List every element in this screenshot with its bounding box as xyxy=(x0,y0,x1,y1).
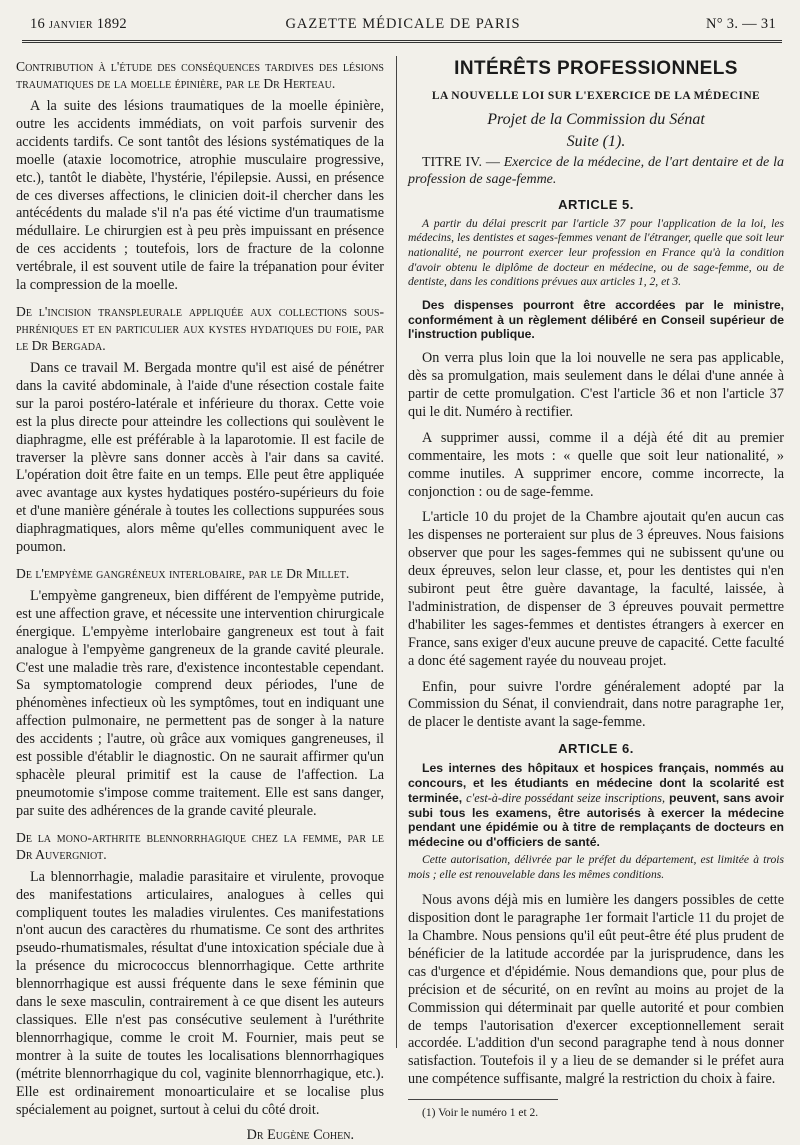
article-heading-bergada: De l'incision transpleurale appliquée aux collections sous-phréniques et en particulier aux kystes hydatiques du foie, par le Dr Bergada. xyxy=(16,303,384,353)
issue-date: 16 janvier 1892 xyxy=(30,16,127,32)
article-5-bold: Des dispenses pourront être accordées par le ministre, conformément à un règlement délibéré en Conseil supérieur de l'instruction publique. xyxy=(408,297,784,342)
article-heading-millet: De l'empyème gangréneux interlobaire, par le Dr Millet. xyxy=(16,565,350,581)
issue-page-number: N° 3. — 31 xyxy=(705,16,776,32)
titre-label: TITRE IV. — xyxy=(422,154,500,170)
footnote: (1) Voir le numéro 1 et 2. xyxy=(422,1107,539,1120)
commentary-paragraph: Enfin, pour suivre l'ordre généralement adopté par la Commission du Sénat, il conviendrait, dans notre paragraphe 1er, de placer le dentiste avant la sage-femme. xyxy=(408,678,784,731)
article-6-heading: ARTICLE 6. xyxy=(558,741,634,757)
titre-text: Exercice de la médecine, de l'art dentaire et de la profession de sage-femme. xyxy=(408,154,785,187)
paragraph-millet: L'empyème gangreneux, bien différent de l'empyème putride, est une affection grave, et nécessite une intervention chirurgicale énergique. L'empyème interlobaire gangreneux est tout à fait analogue à l'empyème gangreneux de la grande cavité pleurale. C'est une maladie très rare, d'existence incontestable cependant. Sa symptomatologie comprend deux périodes, l'une de phénomènes infectieux où les symptômes, tout en indiquant une affection pulmonaire, ne permettent pas de songer à la nature des accidents ; l'autre, où grâce aux vomiques gangreneuses, il est possible d'établir le diagnostic. On ne saurait affirmer qu'un sphacèle pleural primitif est la cause de l'affection. La pneumotomie s'impose comme traitement. Elle est sans danger, par suite des adhérences de la grande cavité pleurale. xyxy=(16,587,384,819)
law-subtitle: LA NOUVELLE LOI SUR L'EXERCICE DE LA MÉDECINE xyxy=(431,90,761,102)
commentary-paragraph: A supprimer aussi, comme il a déjà été dit au premier commentaire, les mots : « quelle que soit leur nationalité, » comme inutiles. A supprimer encore, comme incorrecte, la conjonction : ou de sage-femme. xyxy=(408,429,784,500)
article-6-bold-2: peuvent, sans avoir subi tous les examens, être autorisés à exercer la médecine pendant une épidémie ou à titre de remplaçants de docteurs en médecine ou d'officiers de santé. xyxy=(408,790,784,850)
paragraph-auvergniot: La blennorrhagie, maladie parasitaire et virulente, provoque des manifestations articulaires, analogues à celles qui compliquent toutes les maladies virulentes. Ces manifestations n'ont aucun des caractères du rhumatisme. Ce sont des arthrites pseudo-rhumatismales, résultat d'une intoxication spéciale due à la présence du micrococcus blennorrhagique. Cette arthrite blennorrhagique est aussi fréquente dans le sexe féminin que dans le sexe masculin, contrairement à ce que disent les auteurs classiques. Elle n'est pas consécutive seulement à l'uréthrite blennorrhagique, comme le croit M. Fournier, mais peut se montrer à la suite de toutes les localisations blennorrhagiques (métrite blennorrhagique du col, vaginite blennorrhagique, etc.). Elle est ordinairement monoarticulaire et se localise plus spécialement au poignet, surtout à celui du côté droit. xyxy=(16,868,384,1118)
column-divider xyxy=(396,56,397,1048)
journal-title: GAZETTE MÉDICALE DE PARIS xyxy=(285,16,521,32)
running-head xyxy=(30,16,776,38)
article-heading-herteau: Contribution à l'étude des conséquences tardives des lésions traumatiques de la moelle épinière, par le Dr Herteau. xyxy=(16,59,384,91)
signature: Dr Eugène Cohen. xyxy=(246,1127,354,1144)
article-6-italic-2: Cette autorisation, délivrée par le préfet du département, est limitée à trois mois ; elle est renouvelable dans les mêmes conditions. xyxy=(408,852,784,881)
suite-note: Suite (1). xyxy=(566,132,626,150)
project-title: Projet de la Commission du Sénat xyxy=(487,110,705,128)
commentary-paragraph: Nous avons déjà mis en lumière les dangers possibles de cette disposition dont le paragraphe 1er formait l'article 11 du projet de la Chambre. Nous pensions qu'il eût peut-être été plus prudent de bénéficier de la latitude accordée par la jurisprudence, dans les cas d'urgence et d'épidémie. Nous demandions que, pour plus de précision et de sécurité, on en revînt au moins au projet de la Commission qui déterminait par quelle autorité et pour combien de temps l'autorisation d'exercer exceptionnellement serait accordée. L'addition d'un second paragraphe tend à nous donner satisfaction. Toutefois il y a lieu de se demander si le préfet aura une compétence suffisante, malgré la restriction du choix à faire. xyxy=(408,892,784,1088)
right-column xyxy=(408,58,784,1128)
article-6-italic-1: c'est-à-dire possédant seize inscriptions, xyxy=(466,790,666,805)
article-6-text xyxy=(408,761,784,850)
section-title: INTÉRÊTS PROFESSIONNELS xyxy=(454,58,738,79)
paragraph-herteau: A la suite des lésions traumatiques de la moelle épinière, outre les accidents immédiats, on voit parfois survenir des accidents tardifs. Ce sont tantôt des lésions systématiques de la moelle (ataxie locomotrice, atrophie musculaire progressive, etc.), tantôt le diabète, l'hystérie, l'épilepsie. Aussi, en présence de ces diverses affections, le clinicien doit-il chercher dans les antécédents du malade s'il n'a pas été victime d'un traumatisme médullaire. Le chirurgien est à peu près impuissant en présence de ces accidents ; toutefois, lors de fracture de la colonne vertébrale, il est souvent utile de faire la trépanation pour éviter la compression de la moelle. xyxy=(16,98,384,294)
commentary-paragraph: L'article 10 du projet de la Chambre ajoutait qu'en aucun cas les dispenses ne porteraient sur plus de 3 épreuves. Nous faisions observer que pour les sages-femmes qui ne subissent qu'une ou deux épreuves, selon leur classe, et, pour les dentistes qui n'en subiront peut être guère davantage, la faculté, laissée, à l'administration, de dispenser de 3 épreuves pouvait permettre d'habiliter les sages-femmes et dentistes étrangers à exercer en France, sans exiger d'eux aucune preuve de capacité. Cette faculté a donc été sagement rayée du nouveau projet. xyxy=(408,509,784,669)
paragraph-bergada: Dans ce travail M. Bergada montre qu'il est aisé de pénétrer dans la cavité abdominale, à l'aide d'une résection costale faite sur la paroi postéro-latérale et inférieure du thorax. Cette voie est la plus directe pour atteindre les collections qui soulèvent le diaphragme, elle est préférable à la laparotomie. Il est facile de traverser la plèvre sans donner accès à l'air dans sa cavité. L'opération doit être faite en un temps. Elle peut être appliquée avec avantage aux kystes hydatiques postéro-supérieurs du foie et d'une manière générale à toutes les collections suppurées sous diaphragmatiques, alors même qu'elles communiquent avec le poumon. xyxy=(16,359,384,556)
commentary-paragraph: On verra plus loin que la loi nouvelle ne sera pas applicable, dès sa promulgation, mais seulement dans le délai d'une année à partir de cette promulgation. C'est l'article 36 et non l'article 37 qui le dit. Numéro à rectifier. xyxy=(408,350,784,420)
article-heading-auvergniot: De la mono-arthrite blennorrhagique chez la femme, par le Dr Auvergniot. xyxy=(16,829,384,862)
titre-iv xyxy=(408,154,784,188)
article-5-italic: A partir du délai prescrit par l'article 37 pour l'application de la loi, les médecins, les dentistes et sages-femmes venant de l'étranger, quelle que soit leur nationalité, ne pourront exercer leur profession en France qu'à la condition d'avoir obtenu le diplôme de docteur en médecine, ou de sage-femme, ou de dentiste, dans les conditions prévues aux articles 1, 2, et 3. xyxy=(408,216,784,289)
article-6-bold-1: Les internes des hôpitaux et hospices français, nommés au concours, et les étudiants en médecine dont la scolarité est terminée, xyxy=(408,761,784,805)
footnote-rule xyxy=(408,1099,558,1100)
left-column xyxy=(16,58,384,1145)
article-5-heading: ARTICLE 5. xyxy=(558,196,634,212)
header-double-rule xyxy=(22,40,782,43)
